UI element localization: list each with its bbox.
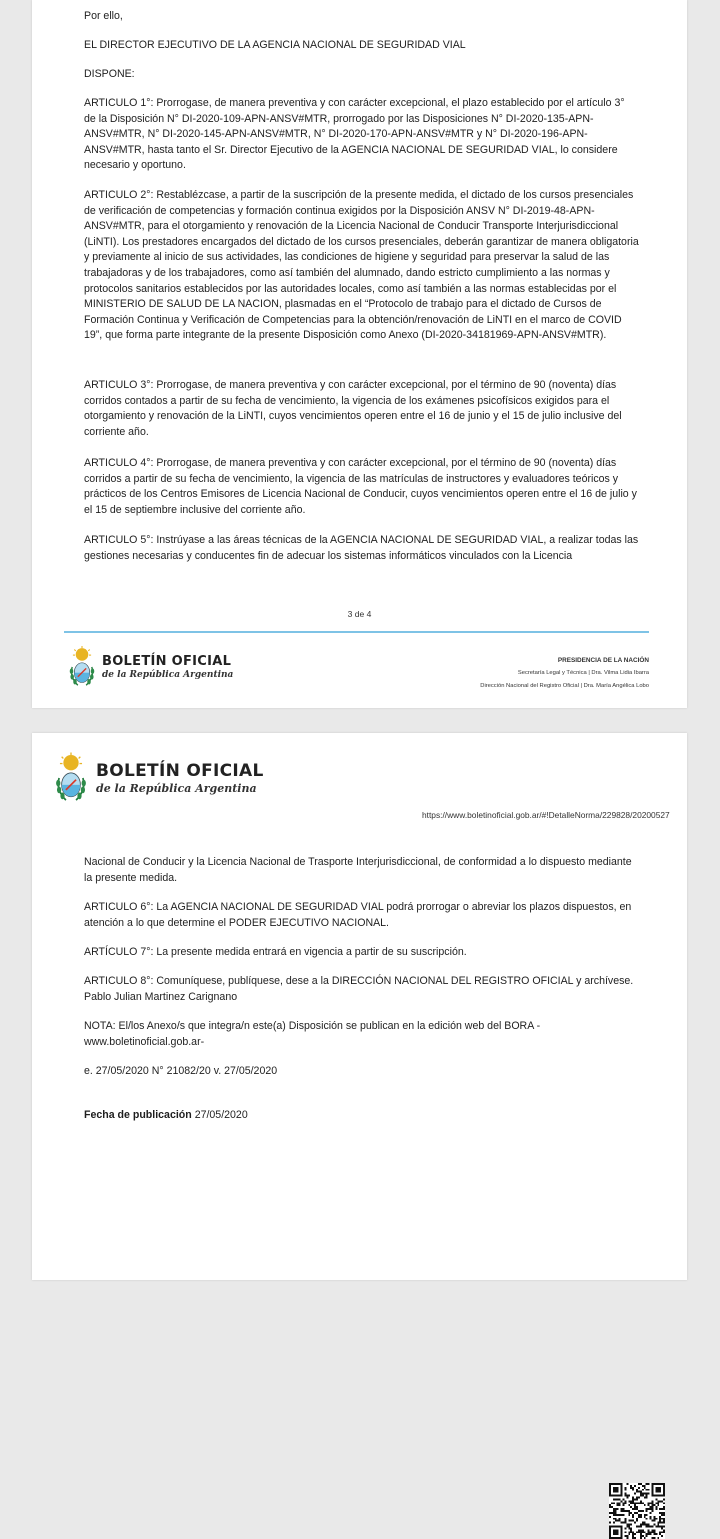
article-8: ARTICULO 8°: Comuníquese, publíquese, dese a la DIRECCIÓN NACIONAL DEL REGISTRO OFICIAL y archívese. Pablo Julian Martinez Carignano (84, 975, 634, 1003)
boletin-logo-header (54, 752, 264, 804)
logo-title: BOLETÍN OFICIAL (102, 654, 232, 669)
publication-date-line (84, 1108, 639, 1124)
publication-date-label: Fecha de publicación (84, 1109, 192, 1121)
director-heading: EL DIRECTOR EJECUTIVO DE LA AGENCIA NACIONAL DE SEGURIDAD VIAL (84, 39, 466, 51)
credits-registry: Dirección Nacional del Registro Oficial | Dra. María Angélica Lobo (480, 683, 649, 689)
credits-legal: Secretaría Legal y Técnica | Dra. Vilma Lidia Ibarra (517, 670, 649, 676)
credits-presidency: PRESIDENCIA DE LA NACIÓN (557, 657, 649, 664)
logo-subtitle: de la República Argentina (96, 782, 257, 795)
article-5-continued: Nacional de Conducir y la Licencia Nacional de Trasporte Interjurisdiccional, de conformidad a lo dispuesto mediante la presente medida. (84, 856, 632, 884)
document-page-3 (32, 0, 687, 708)
note-annex: NOTA: El/los Anexo/s que integra/n este(a) Disposición se publican en la edición web del BORA -www.boletinoficial.gob.ar- (84, 1020, 541, 1048)
article-4: ARTICULO 4°: Prorrogase, de manera preventiva y con carácter excepcional, por el término de 90 (noventa) días corridos a partir de su fecha de vencimiento, la vigencia de las matrículas de instructores y evaluadores teóricos y prácticos de los Centros Emisores de Licencia Nacional de Conducir, cuyos vencimientos operen entre el 16 de julio y el 15 de septiembre inclusive del corriente año. (84, 457, 637, 516)
source-url: https://www.boletinoficial.gob.ar/#!DetalleNorma/229828/20200527 (422, 810, 670, 820)
article-5: ARTICULO 5°: Instrúyase a las áreas técnicas de la AGENCIA NACIONAL DE SEGURIDAD VIAL, a realizar todas las gestiones necesarias y conducentes fin de adecuar los sistemas informáticos vinculados con la Licencia (84, 534, 639, 562)
logo-title: BOLETÍN OFICIAL (96, 761, 264, 781)
qr-code-icon (607, 1483, 667, 1539)
article-7: ARTÍCULO 7°: La presente medida entrará en vigencia a partir de su suscripción. (84, 946, 467, 958)
footer-rule (64, 631, 649, 633)
page-number: 3 de 4 (347, 609, 372, 619)
coat-of-arms-icon (54, 752, 88, 804)
article-2: ARTICULO 2°: Restablézcase, a partir de la suscripción de la presente medida, el dictado de los cursos presenciales de verificación de competencias y formación continua exigidos por la Disposición ANSV N° DI-2019-48-APN-ANSV#MTR, para el otorgamiento y renovación de la Licencia Nacional de Conducir Transporte Interjurisdiccional (LiNTI). Los prestadores encargados del dictado de los cursos presenciales, deberán garantizar de manera obligatoria y previamente al inicio de sus actividades, las condiciones de higiene y seguridad para preservar la salud de las trabajadoras y de los trabajadores, como así también del alumnado, dando estricto cumplimiento a las normas y protocolos sanitarios establecidos por las autoridades locales, como así también a las normas establecidas por el MINISTERIO DE SALUD DE LA NACION, plasmadas en el “Protocolo de trabajo para el dictado de Cursos de Formación Continua y Verificación de Competencias para la obtención/renovación de LiNTI en el marco de COVID 19”, que forma parte integrante de la presente Disposición como Anexo (DI-2020-34181969-APN-ANSV#MTR). (84, 189, 639, 342)
article-6: ARTICULO 6°: La AGENCIA NACIONAL DE SEGURIDAD VIAL podrá prorrogar o abreviar los plazos dispuestos, en atención a lo que determine el PODER EJECUTIVO NACIONAL. (84, 901, 632, 929)
document-page-4 (32, 733, 687, 1280)
logo-subtitle: de la República Argentina (102, 670, 234, 680)
dispone-heading: DISPONE: (84, 68, 135, 80)
publication-date-value: 27/05/2020 (194, 1109, 248, 1121)
intro-text: Por ello, (84, 10, 123, 22)
boletin-logo (68, 646, 233, 688)
edition-line: e. 27/05/2020 N° 21082/20 v. 27/05/2020 (84, 1065, 278, 1077)
credits-block (480, 654, 649, 693)
article-3: ARTICULO 3°: Prorrogase, de manera preventiva y con carácter excepcional, por el término de 90 (noventa) días corridos contados a partir de su fecha de vencimiento, la vigencia de los exámenes psicofísicos exigidos para el otorgamiento y renovación de la LiNTI, cuyos vencimientos operen entre el 16 de junio y el 15 de julio inclusive del corriente año. (84, 379, 622, 438)
article-1: ARTICULO 1°: Prorrogase, de manera preventiva y con carácter excepcional, el plazo establecido por el artículo 3° de la Disposición N° DI-2020-109-APN-ANSV#MTR, prorrogado por las Disposiciones N° DI-2020-135-APN-ANSV#MTR, N° DI-2020-145-APN-ANSV#MTR, N° DI-2020-170-APN-ANSV#MTR y N° DI-2020-196-APN-ANSV#MTR, hasta tanto el Sr. Director Ejecutivo de la AGENCIA NACIONAL DE SEGURIDAD VIAL, lo considere necesario y oportuno. (84, 97, 625, 172)
coat-of-arms-icon (68, 646, 96, 688)
